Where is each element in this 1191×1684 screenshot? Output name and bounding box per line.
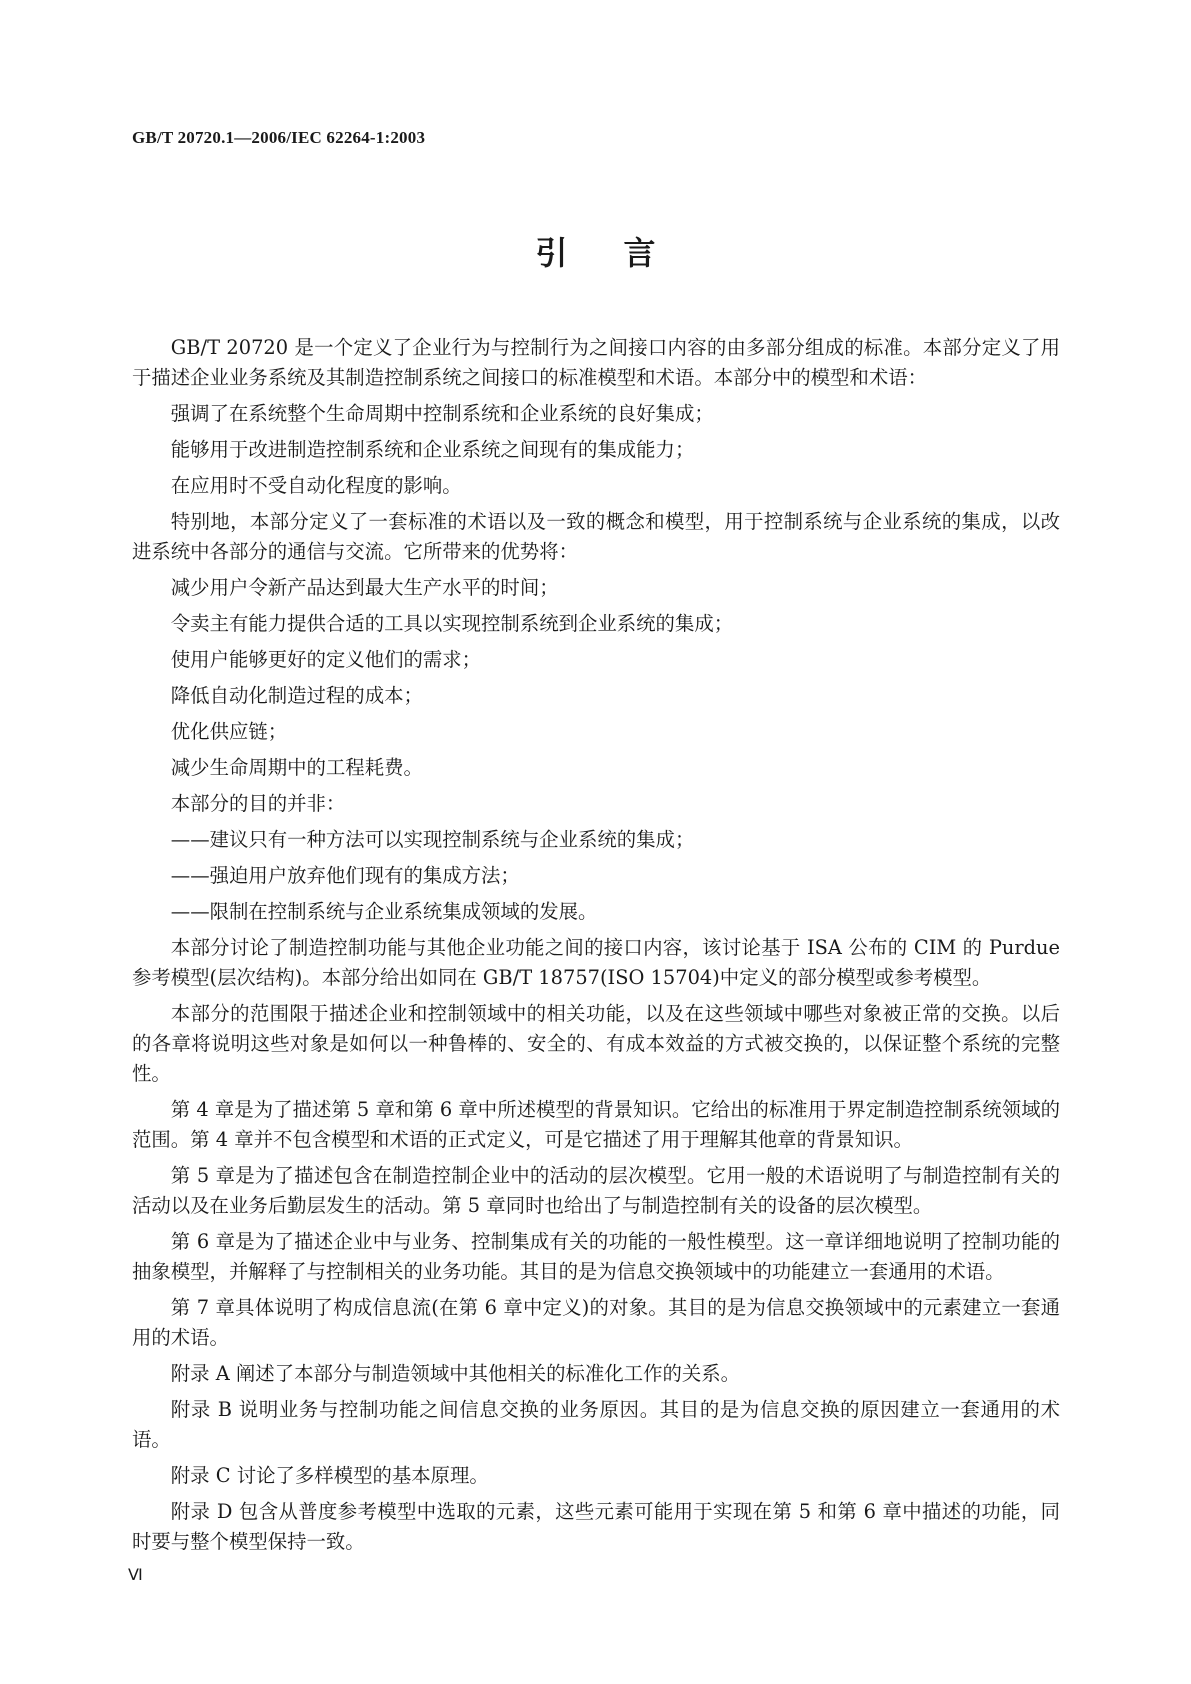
paragraph: 本部分讨论了制造控制功能与其他企业功能之间的接口内容，该讨论基于 ISA 公布的 CIM 的 Purdue 参考模型(层次结构)。本部分给出如同在 GB/T 18757(ISO 15704)中定义的部分模型或参考模型。 — [132, 936, 1060, 989]
page-title: 引言 — [535, 234, 712, 272]
body-text — [132, 333, 1060, 1563]
paragraph: 第 4 章是为了描述第 5 章和第 6 章中所述模型的背景知识。它给出的标准用于界定制造控制系统领域的范围。第 4 章并不包含模型和术语的正式定义，可是它描述了用于理解其他章的背景知识。 — [132, 1098, 1060, 1151]
paragraph: 特别地，本部分定义了一套标准的术语以及一致的概念和模型，用于控制系统与企业系统的集成，以改进系统中各部分的通信与交流。它所带来的优势将： — [132, 510, 1060, 563]
paragraph: 减少生命周期中的工程耗费。 — [170, 756, 423, 779]
paragraph: 在应用时不受自动化程度的影响。 — [170, 474, 462, 497]
list-item: ——建议只有一种方法可以实现控制系统与企业系统的集成； — [170, 828, 695, 851]
paragraph: 第 5 章是为了描述包含在制造控制企业中的活动的层次模型。它用一般的术语说明了与制造控制有关的活动以及在业务后勤层发生的活动。第 5 章同时也给出了与制造控制有关的设备的层次模型。 — [132, 1164, 1060, 1217]
paragraph: 令卖主有能力提供合适的工具以实现控制系统到企业系统的集成； — [170, 612, 734, 635]
list-item: ——限制在控制系统与企业系统集成领域的发展。 — [170, 900, 598, 923]
paragraph: 本部分的范围限于描述企业和控制领域中的相关功能，以及在这些领域中哪些对象被正常的交换。以后的各章将说明这些对象是如何以一种鲁棒的、安全的、有成本效益的方式被交换的，以保证整个系统的完整性。 — [132, 1002, 1060, 1085]
page-number: Ⅵ — [128, 1567, 143, 1584]
paragraph: 附录 C 讨论了多样模型的基本原理。 — [170, 1464, 489, 1487]
paragraph: 第 6 章是为了描述企业中与业务、控制集成有关的功能的一般性模型。这一章详细地说明了控制功能的抽象模型，并解释了与控制相关的业务功能。其目的是为信息交换领域中的功能建立一套通用的术语。 — [132, 1230, 1060, 1283]
paragraph: 降低自动化制造过程的成本； — [170, 684, 423, 707]
paragraph: 使用户能够更好的定义他们的需求； — [170, 648, 482, 671]
paragraph: GB/T 20720 是一个定义了企业行为与控制行为之间接口内容的由多部分组成的标准。本部分定义了用于描述企业业务系统及其制造控制系统之间接口的标准模型和术语。本部分中的模型和术语： — [132, 336, 1060, 389]
paragraph: 减少用户令新产品达到最大生产水平的时间； — [170, 576, 559, 599]
paragraph: 优化供应链； — [170, 720, 288, 743]
paragraph: 附录 D 包含从普度参考模型中选取的元素，这些元素可能用于实现在第 5 和第 6 章中描述的功能，同时要与整个模型保持一致。 — [132, 1500, 1060, 1553]
list-item: ——强迫用户放弃他们现有的集成方法； — [170, 864, 520, 887]
paragraph: 能够用于改进制造控制系统和企业系统之间现有的集成能力； — [170, 438, 695, 461]
paragraph: 附录 A 阐述了本部分与制造领域中其他相关的标准化工作的关系。 — [170, 1362, 741, 1385]
paragraph: 强调了在系统整个生命周期中控制系统和企业系统的良好集成； — [170, 402, 714, 425]
paragraph: 本部分的目的并非： — [170, 792, 346, 815]
document-code: GB/T 20720.1—2006/IEC 62264-1:2003 — [132, 128, 426, 147]
paragraph: 附录 B 说明业务与控制功能之间信息交换的业务原因。其目的是为信息交换的原因建立一套通用的术语。 — [132, 1398, 1060, 1451]
paragraph: 第 7 章具体说明了构成信息流(在第 6 章中定义)的对象。其目的是为信息交换领域中的元素建立一套通用的术语。 — [132, 1296, 1060, 1349]
